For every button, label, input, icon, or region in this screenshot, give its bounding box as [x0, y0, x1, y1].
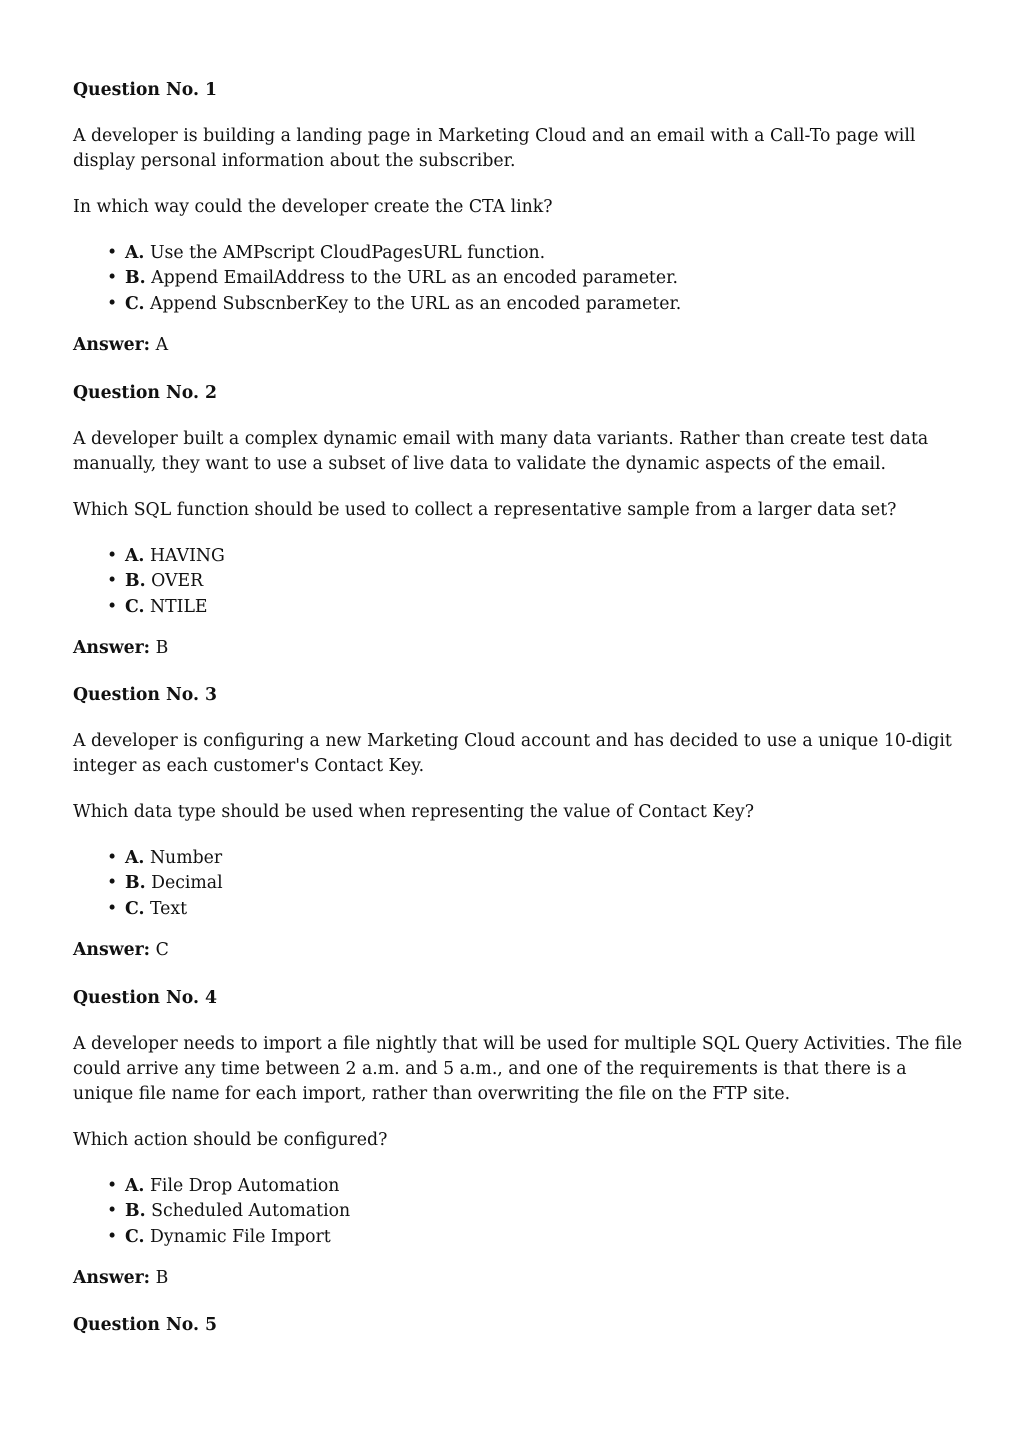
option-text: HAVING [149, 546, 225, 566]
option-text: Use the AMPscript CloudPagesURL function. [149, 243, 546, 263]
option-text: Number [149, 848, 223, 868]
option-letter: A. [125, 848, 145, 868]
answer-line [73, 938, 963, 963]
question-1 [73, 78, 963, 358]
question-title: Question No. 5 [73, 1315, 218, 1335]
bullet-icon: • [107, 268, 118, 289]
answer-line [73, 636, 963, 661]
option-a [73, 241, 963, 266]
question-4 [73, 986, 963, 1291]
option-letter: A. [125, 546, 145, 566]
bullet-icon: • [107, 1201, 118, 1222]
question-title: Question No. 2 [73, 383, 218, 403]
answer-value: B [155, 1267, 169, 1288]
answer-line [73, 333, 963, 358]
answer-line [73, 1266, 963, 1291]
option-list [73, 846, 963, 922]
option-list [73, 241, 963, 317]
option-text: NTILE [149, 596, 208, 617]
option-letter: B. [125, 873, 146, 894]
option-text: Decimal [151, 873, 223, 894]
option-list [73, 1174, 963, 1250]
question-5 [73, 1313, 963, 1338]
option-text: Append SubscnberKey to the URL as an encoded parameter. [149, 293, 682, 314]
bullet-icon: • [107, 898, 118, 919]
option-c [73, 595, 963, 620]
option-a [73, 846, 963, 871]
question-3 [73, 683, 963, 963]
option-letter: A. [125, 1176, 145, 1196]
bullet-icon: • [107, 293, 118, 314]
answer-label: Answer: [73, 637, 151, 658]
answer-label: Answer: [73, 334, 151, 355]
question-title: Question No. 3 [73, 685, 218, 705]
bullet-icon: • [107, 243, 118, 263]
option-b [73, 266, 963, 291]
answer-label: Answer: [73, 1267, 151, 1288]
option-text: Text [149, 898, 188, 919]
bullet-icon: • [107, 1176, 118, 1196]
question-title: Question No. 1 [73, 80, 218, 100]
option-list [73, 544, 963, 620]
option-text: Dynamic File Import [149, 1226, 331, 1247]
option-letter: B. [125, 571, 146, 592]
bullet-icon: • [107, 571, 118, 592]
option-letter: C. [125, 1226, 145, 1247]
option-text: File Drop Automation [149, 1176, 340, 1196]
option-a [73, 1174, 963, 1199]
bullet-icon: • [107, 546, 118, 566]
answer-value: C [155, 939, 169, 960]
option-letter: C. [125, 596, 145, 617]
option-text: Append EmailAddress to the URL as an encoded parameter. [151, 268, 678, 289]
answer-label: Answer: [73, 939, 151, 960]
option-letter: B. [125, 268, 146, 289]
answer-value: B [155, 637, 169, 658]
bullet-icon: • [107, 873, 118, 894]
option-letter: A. [125, 243, 145, 263]
question-prompt: In which way could the developer create the CTA link? [73, 197, 553, 217]
question-title: Question No. 4 [73, 988, 218, 1008]
option-c [73, 292, 963, 317]
question-stem: A developer built a complex dynamic email with many data variants. Rather than create test data manually, they want to use a subset of live data to validate the dynamic aspects of the email. [73, 429, 929, 474]
option-a [73, 544, 963, 569]
option-letter: C. [125, 898, 145, 919]
question-prompt: Which SQL function should be used to collect a representative sample from a larger data set? [73, 500, 897, 520]
bullet-icon: • [107, 1226, 118, 1247]
option-letter: B. [125, 1201, 146, 1222]
option-text: OVER [151, 571, 204, 592]
question-stem: A developer needs to import a file nightly that will be used for multiple SQL Query Activities. The file could arrive any time between 2 a.m. and 5 a.m., and one of the requirements is that there is a unique file name for each import, rather than overwriting the file on the FTP site. [73, 1034, 963, 1104]
question-stem: A developer is configuring a new Marketing Cloud account and has decided to use a unique 10-digit integer as each customer's Contact Key. [73, 731, 952, 776]
question-stem: A developer is building a landing page in Marketing Cloud and an email with a Call-To page will display personal information about the subscriber. [73, 126, 916, 171]
question-prompt: Which action should be configured? [73, 1130, 388, 1150]
question-prompt: Which data type should be used when representing the value of Contact Key? [73, 802, 755, 822]
bullet-icon: • [107, 848, 118, 868]
option-b [73, 1199, 963, 1224]
bullet-icon: • [107, 596, 118, 617]
option-c [73, 1225, 963, 1250]
option-letter: C. [125, 293, 145, 314]
option-b [73, 871, 963, 896]
option-b [73, 569, 963, 594]
question-2 [73, 381, 963, 661]
option-text: Scheduled Automation [151, 1201, 351, 1222]
option-c [73, 897, 963, 922]
answer-value: A [155, 334, 169, 355]
